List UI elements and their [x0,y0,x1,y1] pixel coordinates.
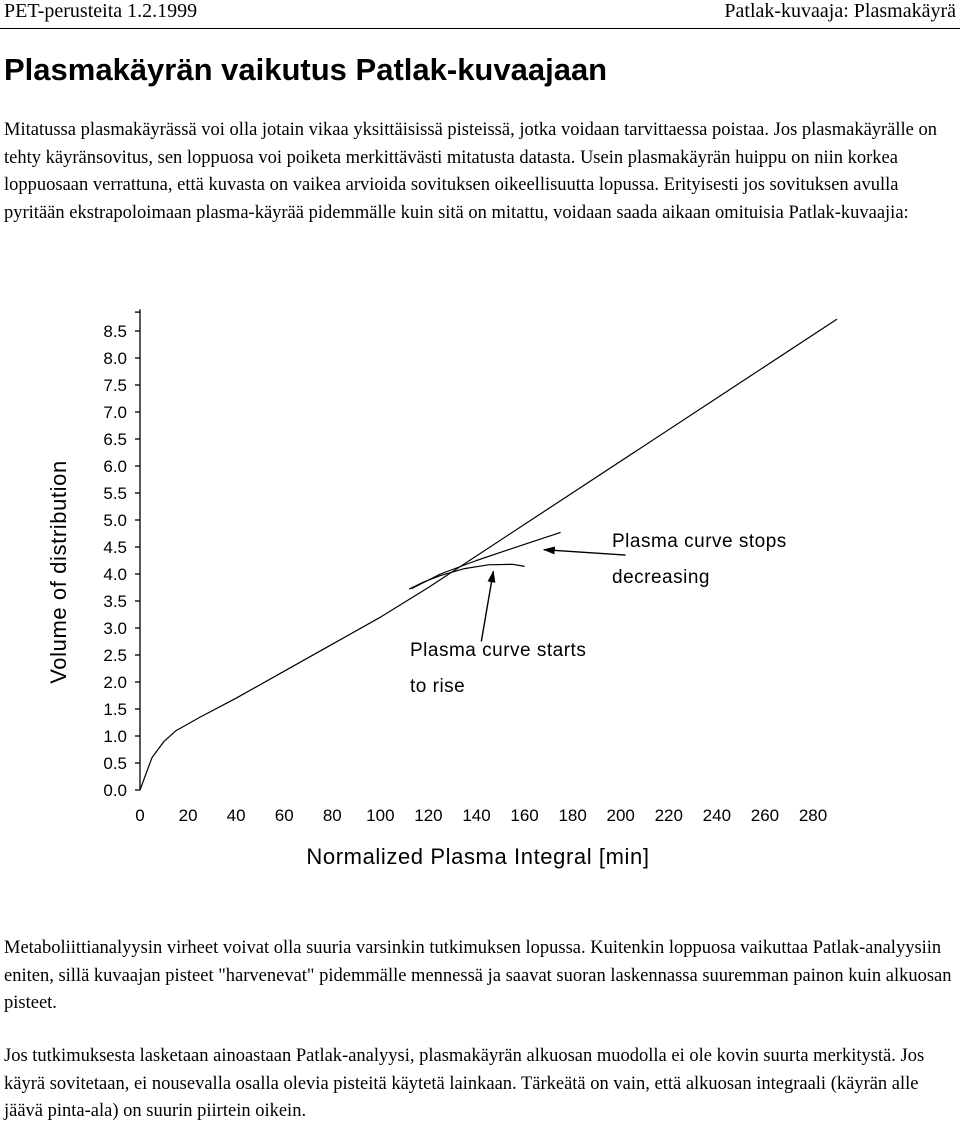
annotation-text-line1: Plasma curve starts [410,640,587,661]
y-tick-label: 0.0 [103,781,127,800]
x-tick-label: 200 [606,806,635,825]
y-tick-label: 5.5 [103,484,127,503]
paragraph-conclusion: Jos tutkimuksesta lasketaan ainoastaan Patlak-analyysi, plasmakäyrän alkuosan muodolla ei ole kovin suurta merkitystä. Jos käyrä sovitetaan, ei nousevalla osalla olevia pisteitä käytetä lainkaan. Tärkeätä on vain, että alkuosan integraali (käyrän alle jäävä pinta-ala) on suurin piirtein oikein. [4,1046,925,1121]
x-tick-label: 80 [322,806,342,825]
patlak-chart [0,290,960,905]
y-tick-label: 3.0 [103,619,127,638]
series-line-starts-to-rise [409,564,524,589]
x-tick-label: 140 [462,806,491,825]
x-tick-label: 120 [414,806,443,825]
header-left: PET-perusteita 1.2.1999 [4,0,198,22]
x-axis-label: Normalized Plasma Integral [min] [306,844,650,869]
paragraph-metabolite: Metaboliittianalyysin virheet voivat olla suuria varsinkin tutkimuksen lopussa. Kuitenkin loppuosa vaikuttaa Patlak-analyysiin eniten, sillä kuvaajan pisteet "harvenevat" pidemmälle mennessä ja saavat suoran laskennassa suuremman painon kuin alkuosan pisteet. [4,938,952,1013]
series-line-stops-decreasing [412,532,561,588]
x-axis-ticks [135,806,827,825]
annotation-text-line1: Plasma curve stops [612,531,787,552]
page-title: Plasmakäyrän vaikutus Patlak-kuvaajaan [4,52,608,87]
x-tick-label: 180 [558,806,587,825]
annotation-text-line2: to rise [410,676,466,697]
y-tick-label: 8.0 [103,349,127,368]
chart-annotations [410,531,787,697]
y-axis-label: Volume of distribution [46,460,71,684]
y-tick-label: 1.0 [103,727,127,746]
y-tick-label: 3.5 [103,592,127,611]
x-tick-label: 20 [178,806,198,825]
y-tick-label: 8.5 [103,322,127,341]
x-tick-label: 280 [798,806,828,825]
y-tick-label: 5.0 [103,511,127,530]
annotation-arrow [481,571,493,641]
x-tick-label: 260 [750,806,780,825]
y-tick-label: 6.5 [103,430,127,449]
header-rule [0,28,960,29]
x-tick-label: 0 [135,806,145,825]
y-tick-label: 4.5 [103,538,127,557]
y-tick-label: 4.0 [103,565,127,584]
y-tick-label: 1.5 [103,700,127,719]
x-tick-label: 60 [274,806,294,825]
header-right: Patlak-kuvaaja: Plasmakäyrä [724,0,956,22]
y-tick-label: 2.0 [103,673,127,692]
y-tick-label: 0.5 [103,754,127,773]
x-tick-label: 100 [366,806,395,825]
x-tick-label: 40 [226,806,246,825]
y-tick-label: 6.0 [103,457,127,476]
y-tick-label: 7.0 [103,403,127,422]
y-tick-label: 7.5 [103,376,127,395]
x-tick-label: 160 [510,806,539,825]
y-tick-label: 2.5 [103,646,127,665]
y-axis-ticks [103,312,140,800]
paragraph-intro: Mitatussa plasmakäyrässä voi olla jotain vikaa yksittäisissä pisteissä, jotka voidaan tarvittaessa poistaa. Jos plasmakäyrälle on tehty käyränsovitus, sen loppuosa voi poiketa merkittävästi mitatusta datasta. Usein plasmakäyrän huippu on niin korkea loppuosaan verrattuna, että kuvasta on vaikea arvioida sovituksen oikeellisuutta lopussa. Erityisesti jos sovituksen avulla pyritään ekstrapoloimaan plasma-käyrää pidemmälle kuin sitä on mitattu, voidaan saada aikaan omituisia Patlak-kuvaajia: [4,120,938,223]
x-tick-label: 220 [654,806,683,825]
chart-series [140,319,837,790]
annotation-text-line2: decreasing [612,567,710,588]
series-line-main [140,319,837,790]
x-tick-label: 240 [702,806,732,825]
